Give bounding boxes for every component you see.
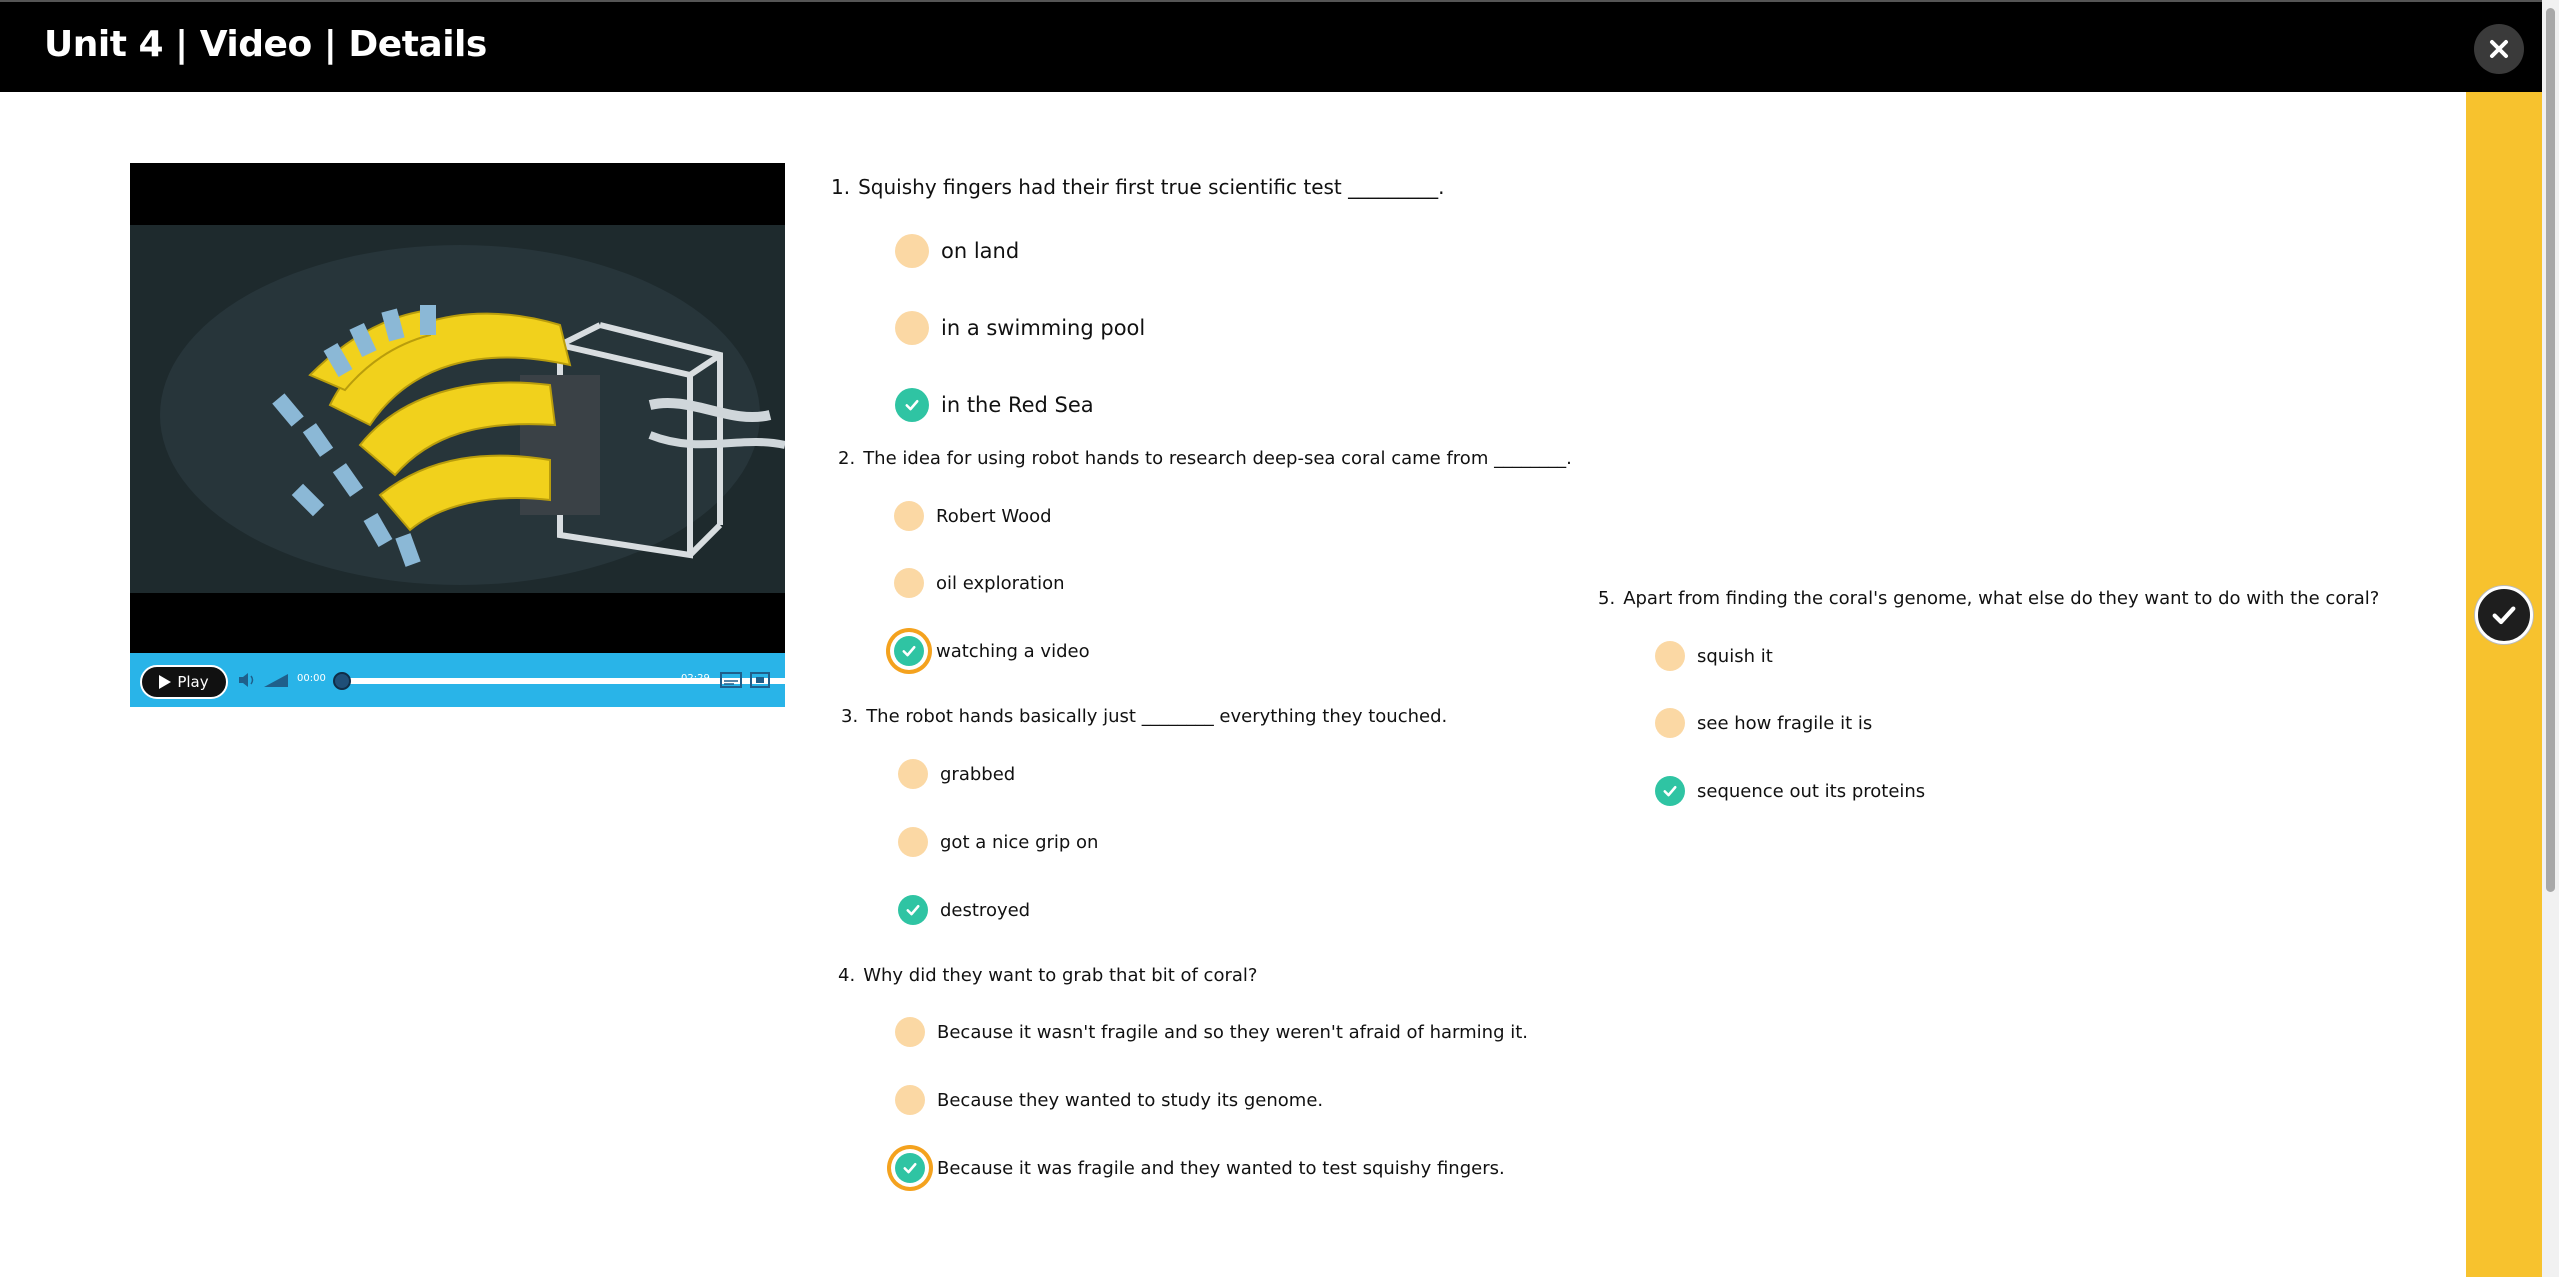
option-q5-c[interactable] (1655, 776, 1925, 806)
video-thumbnail (130, 225, 785, 593)
option-label: in a swimming pool (941, 316, 1146, 340)
option-label: Robert Wood (936, 505, 1052, 527)
question-number: 3. (841, 706, 859, 727)
radio-button[interactable] (895, 1085, 925, 1115)
option-q3-c[interactable] (898, 895, 1030, 925)
page-scrollbar[interactable] (2542, 0, 2559, 1277)
radio-button-selected-correct[interactable] (894, 636, 924, 666)
option-q1-c[interactable] (895, 388, 1094, 422)
question-text: Why did they want to grab that bit of coral? (863, 965, 1258, 986)
question-1 (831, 175, 1445, 199)
radio-button[interactable] (894, 501, 924, 531)
radio-button[interactable] (895, 234, 929, 268)
option-label: on land (941, 239, 1020, 263)
question-5 (1598, 588, 2379, 609)
option-q1-b[interactable] (895, 311, 1145, 345)
video-frame[interactable] (130, 225, 785, 593)
play-icon (159, 675, 171, 689)
radio-button-correct[interactable] (898, 895, 928, 925)
option-label: Because they wanted to study its genome. (937, 1089, 1324, 1111)
option-label: sequence out its proteins (1697, 780, 1926, 802)
check-icon (2490, 601, 2518, 629)
check-icon (903, 396, 921, 414)
option-q4-a[interactable] (895, 1017, 1528, 1047)
radio-button-correct[interactable] (895, 388, 929, 422)
current-time: 00:00 (297, 673, 326, 684)
option-q5-b[interactable] (1655, 708, 1872, 738)
captions-icon[interactable] (720, 672, 742, 688)
question-text: The robot hands basically just ________ everything they touched. (866, 706, 1448, 727)
option-q1-a[interactable] (895, 234, 1019, 268)
radio-button-correct[interactable] (1655, 776, 1685, 806)
question-2 (838, 448, 1572, 469)
play-button[interactable] (140, 665, 228, 699)
radio-button[interactable] (895, 311, 929, 345)
option-q5-a[interactable] (1655, 641, 1773, 671)
option-label: Because it wasn't fragile and so they weren't afraid of harming it. (937, 1021, 1529, 1043)
question-3 (841, 706, 1447, 727)
submit-check-button[interactable] (2475, 586, 2533, 644)
check-icon (904, 901, 922, 919)
option-label: watching a video (936, 640, 1090, 662)
radio-button[interactable] (895, 1017, 925, 1047)
close-icon (2487, 37, 2511, 61)
check-icon (901, 1159, 919, 1177)
check-icon (1661, 782, 1679, 800)
video-player[interactable] (130, 163, 785, 707)
option-label: oil exploration (936, 572, 1065, 594)
option-label: destroyed (940, 899, 1031, 921)
question-number: 5. (1598, 588, 1616, 609)
option-q2-b[interactable] (894, 568, 1065, 598)
radio-button[interactable] (898, 759, 928, 789)
fullscreen-icon[interactable] (750, 672, 770, 688)
check-icon (900, 642, 918, 660)
option-q4-c[interactable] (895, 1153, 1505, 1183)
top-bar (0, 0, 2559, 92)
option-label: got a nice grip on (940, 831, 1099, 853)
radio-button[interactable] (1655, 641, 1685, 671)
scrollbar-thumb[interactable] (2546, 8, 2555, 892)
option-q2-a[interactable] (894, 501, 1052, 531)
volume-slider[interactable] (263, 672, 289, 688)
question-text: Squishy fingers had their first true scientific test _________. (858, 175, 1445, 199)
player-controls (130, 653, 785, 707)
side-rail (2466, 92, 2542, 1277)
question-text: The idea for using robot hands to research deep-sea coral came from ________. (863, 448, 1572, 469)
question-number: 2. (838, 448, 856, 469)
option-label: Because it was fragile and they wanted to test squishy fingers. (937, 1157, 1505, 1179)
option-label: grabbed (940, 763, 1016, 785)
radio-button[interactable] (894, 568, 924, 598)
page-title: Unit 4 | Video | Details (44, 24, 487, 65)
duration: 02:29 (681, 673, 710, 684)
question-number: 4. (838, 965, 856, 986)
radio-button[interactable] (1655, 708, 1685, 738)
option-q3-b[interactable] (898, 827, 1098, 857)
option-label: squish it (1697, 645, 1773, 667)
option-label: in the Red Sea (941, 393, 1094, 417)
option-q3-a[interactable] (898, 759, 1015, 789)
question-text: Apart from finding the coral's genome, what else do they want to do with the coral? (1623, 588, 2380, 609)
volume-icon[interactable] (238, 672, 258, 688)
radio-button[interactable] (898, 827, 928, 857)
option-q4-b[interactable] (895, 1085, 1323, 1115)
seek-handle[interactable] (333, 672, 351, 690)
option-q2-c[interactable] (894, 636, 1090, 666)
play-label: Play (177, 673, 209, 691)
radio-button-selected-correct[interactable] (895, 1153, 925, 1183)
question-number: 1. (831, 175, 851, 199)
close-button[interactable] (2474, 24, 2524, 74)
question-4 (838, 965, 1257, 986)
option-label: see how fragile it is (1697, 712, 1873, 734)
